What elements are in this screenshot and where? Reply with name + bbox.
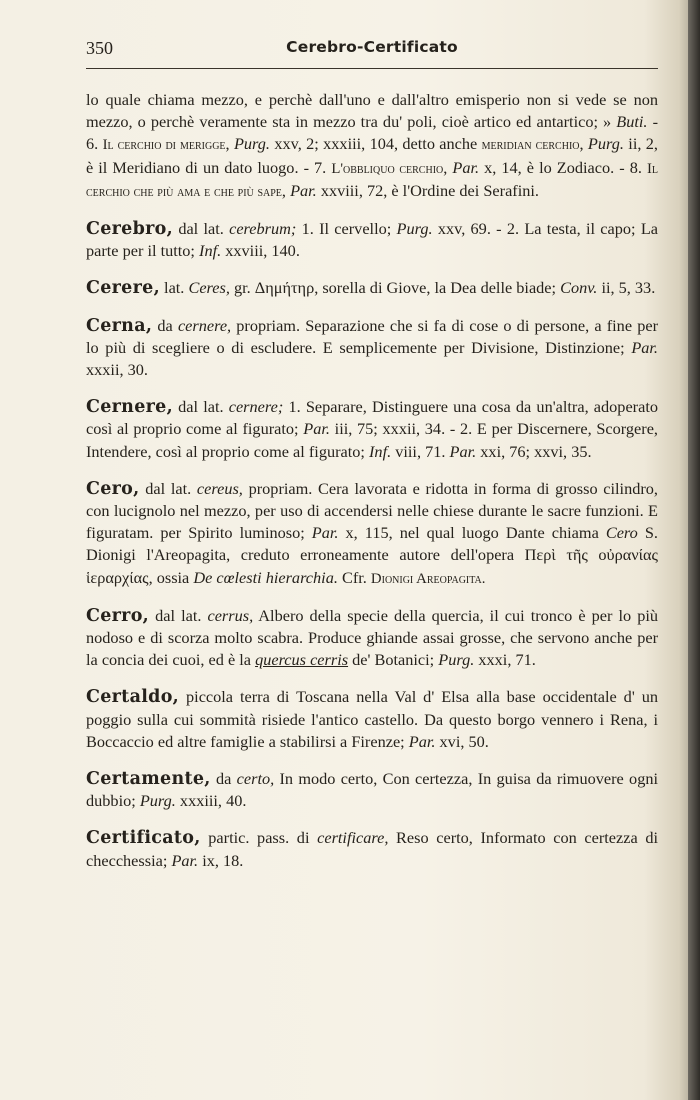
headword: Cerere,	[86, 278, 160, 299]
entry-cerebro: Cerebro, dal lat. cerebrum; 1. Il cervello; Purg. xxv, 69. - 2. La testa, il capo; La parte per il tutto; Inf. xxviii, 140.	[86, 219, 658, 261]
entry-cerna: Cerna, da cernere, propriam. Separazione che si fa di cose o di persone, a fine per lo più di scegliere o di escludere. E semplicemente per Divisione, Distinzione; Par. xxxii, 30.	[86, 315, 658, 380]
page-edge-shadow	[688, 0, 700, 1100]
headword: Cerro,	[86, 605, 150, 626]
headword: Cerna,	[86, 315, 153, 336]
running-head: Cerebro-Certificato	[286, 38, 458, 56]
header-rule	[86, 68, 658, 69]
page-header	[86, 38, 658, 64]
headword: Certaldo,	[86, 687, 180, 708]
entry-cero: Cero, dal lat. cereus, propriam. Cera lavorata e ridotta in forma di grosso cilindro, con lucignolo nel mezzo, per uso di accendersi nelle chiese durante le sacre funzioni. E figuratam. per Spirito luminoso; Par. x, 115, nel qual luogo Dante chiama Cero S. Dionigi l'Areopagita, creduto erroneamente autore dell'opera Περὶ τῆς οὐρανίας ἱεραρχίας, ossia De cœlesti hierarchia. Cfr. Dionigi Areopagita.	[86, 478, 658, 587]
entry-certificato: Certificato, partic. pass. di certificare, Reso certo, Informato con certezza di checchessia; Par. ix, 18.	[86, 828, 659, 870]
headword: Cero,	[86, 478, 140, 499]
entry-cernere: Cernere, dal lat. cernere; 1. Separare, Distinguere una cosa da un'altra, adoperato così al proprio come al figurato; Par. iii, 75; xxxii, 34. - 2. E per Discernere, Scorgere, Intendere, così al proprio come al figurato; Inf. viii, 71. Par. xxi, 76; xxvi, 35.	[86, 397, 658, 461]
entry-cerere: Cerere, lat. Ceres, gr. Δημήτηρ, sorella di Giove, la Dea delle biade; Conv. ii, 5, 33.	[86, 278, 656, 299]
intro-paragraph: lo quale chiama mezzo, e perchè dall'uno e dall'altro emisperio non si vede se non mezzo, o perchè veramente sta in mezzo tra du' poli, cioè artico ed antartico; » Buti. - 6. Il cerchio di merigge, Purg. xxv, 2; xxxiii, 104, detto anche meridian cerchio, Purg. ii, 2, è il Meridiano di un dato luogo. - 7. L'obbliquo cerchio, Par. x, 14, è lo Zodiaco. - 8. Il cerchio che più ama e che più sape, Par. xxviii, 72, è l'Ordine dei Serafini.	[86, 90, 659, 200]
headword: Certamente,	[86, 769, 211, 790]
headword: Cernere,	[86, 397, 173, 418]
dictionary-text	[86, 89, 658, 872]
headword: Cerebro,	[86, 219, 174, 240]
entry-certamente: Certamente, da certo, In modo certo, Con certezza, In guisa da rimuovere ogni dubbio; Purg. xxxiii, 40.	[86, 769, 658, 811]
entry-certaldo: Certaldo, piccola terra di Toscana nella Val d' Elsa alla base occidentale d' un poggio sulla cui sommità risiede l'antico castello. Da questo borgo vennero i Rena, i Boccaccio ed altre famiglie a stabilirsi a Firenze; Par. xvi, 50.	[86, 687, 658, 751]
page-number: 350	[86, 38, 113, 58]
entry-cerro: Cerro, dal lat. cerrus, Albero della specie della quercia, il cui tronco è per lo più nodoso e di scorza molto scabra. Produce ghiande assai grosse, che servono anche per la concia dei cuoi, ed è la quercus cerris de' Botanici; Purg. xxxi, 71.	[86, 605, 658, 670]
headword: Certificato,	[86, 828, 201, 849]
